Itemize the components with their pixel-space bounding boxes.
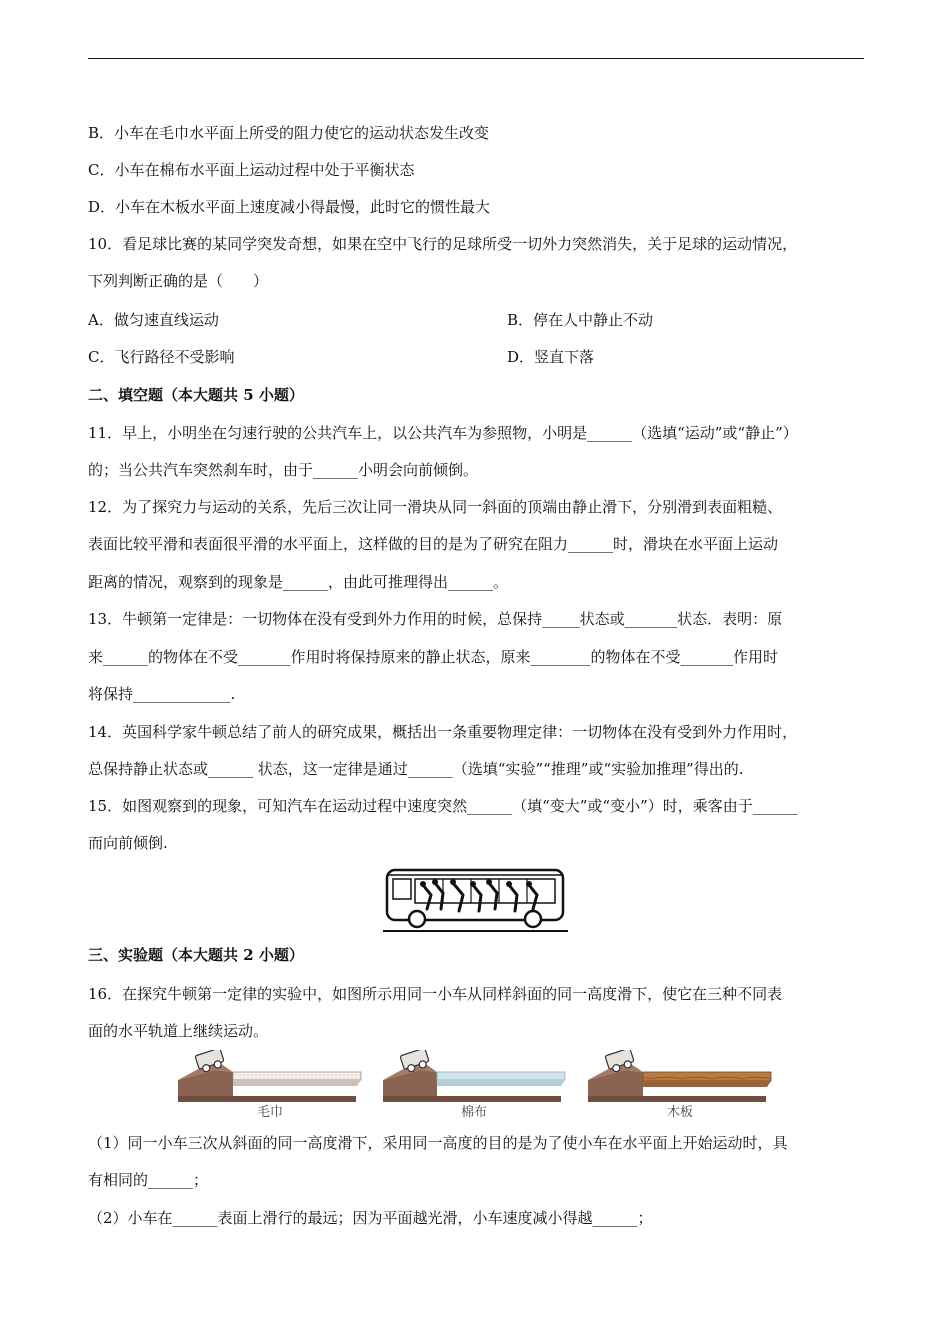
q9-option-b: B．小车在毛巾水平面上所受的阻力使它的运动状态发生改变 (88, 124, 490, 142)
q16-stem-line1: 16．在探究牛顿第一定律的实验中，如图所示用同一小车从同样斜面的同一高度滑下，使它在三种不同表 (88, 985, 783, 1003)
q10-option-c: C．飞行路径不受影响 (88, 348, 235, 366)
q13-line2: 来______的物体在不受_______作用时将保持原来的静止状态，原来________的物体在不受_______作用时 (88, 648, 779, 666)
section-fill-in-header: 二、填空题（本大题共 5 小题） (88, 386, 304, 404)
q15-line1: 15．如图观察到的现象，可知汽车在运动过程中速度突然______（填“变大”或“变小”）时，乘客由于______ (88, 797, 798, 815)
q16-stem-line2: 面的水平轨道上继续运动。 (88, 1022, 269, 1040)
q9-option-d: D．小车在木板水平面上速度减小得最慢，此时它的惯性最大 (88, 198, 491, 216)
q11-line1: 11．早上，小明坐在匀速行驶的公共汽车上，以公共汽车为参照物，小明是______（选填“运动”或“静止”） (88, 424, 798, 442)
bus-passengers-figure (383, 865, 568, 933)
ramp-cotton (383, 1050, 565, 1102)
q10-options-row1 (88, 310, 868, 330)
header-rule (88, 58, 864, 59)
label-wood: 木板 (667, 1105, 694, 1120)
q13-line3: 将保持_____________. (88, 685, 236, 703)
q15-line2: 而向前倾倒. (88, 834, 168, 852)
q12-line2: 表面比较平滑和表面很平滑的水平面上，这样做的目的是为了研究在阻力______时，滑块在水平面上运动 (88, 535, 779, 553)
q13-line1: 13．牛顿第一定律是：一切物体在没有受到外力作用的时候，总保持_____状态或_______状态．表明：原 (88, 610, 783, 628)
q12-line1: 12．为了探究力与运动的关系，先后三次让同一滑块从同一斜面的顶端由静止滑下，分别滑到表面粗糙、 (88, 498, 783, 516)
q14-line1: 14．英国科学家牛顿总结了前人的研究成果，概括出一条重要物理定律：一切物体在没有受到外力作用时， (88, 723, 798, 741)
ramp-towel (178, 1050, 361, 1102)
q10-stem-line2: 下列判断正确的是（ ） (88, 272, 269, 290)
q11-line2: 的；当公共汽车突然刹车时，由于______小明会向前倾倒。 (88, 461, 479, 479)
q16-part2: （2）小车在______表面上滑行的最远；因为平面越光滑，小车速度减小得越______； (88, 1209, 653, 1227)
q10-option-b: B．停在人中静止不动 (507, 311, 654, 329)
ramp-wood (588, 1050, 771, 1102)
q10-option-d: D．竖直下落 (507, 348, 595, 366)
q10-option-a: A．做匀速直线运动 (88, 311, 219, 329)
q9-option-c: C．小车在棉布水平面上运动过程中处于平衡状态 (88, 161, 415, 179)
section-experiment-header: 三、实验题（本大题共 2 小题） (88, 946, 304, 964)
q14-line2: 总保持静止状态或______ 状态，这一定律是通过______（选填“实验”“推理”或“实验加推理”得出的. (88, 760, 744, 778)
label-cotton: 棉布 (461, 1105, 488, 1120)
q16-part1-line1: （1）同一小车三次从斜面的同一高度滑下，采用同一高度的目的是为了使小车在水平面上开始运动时，具 (88, 1134, 788, 1152)
q10-stem-line1: 10．看足球比赛的某同学突发奇想，如果在空中飞行的足球所受一切外力突然消失，关于足球的运动情况， (88, 235, 798, 253)
q16-part1-line2: 有相同的______； (88, 1171, 209, 1189)
q10-options-row2 (88, 347, 868, 367)
q12-line3: 距离的情况，观察到的现象是______，由此可推理得出______。 (88, 573, 509, 591)
label-towel: 毛巾 (257, 1105, 284, 1120)
